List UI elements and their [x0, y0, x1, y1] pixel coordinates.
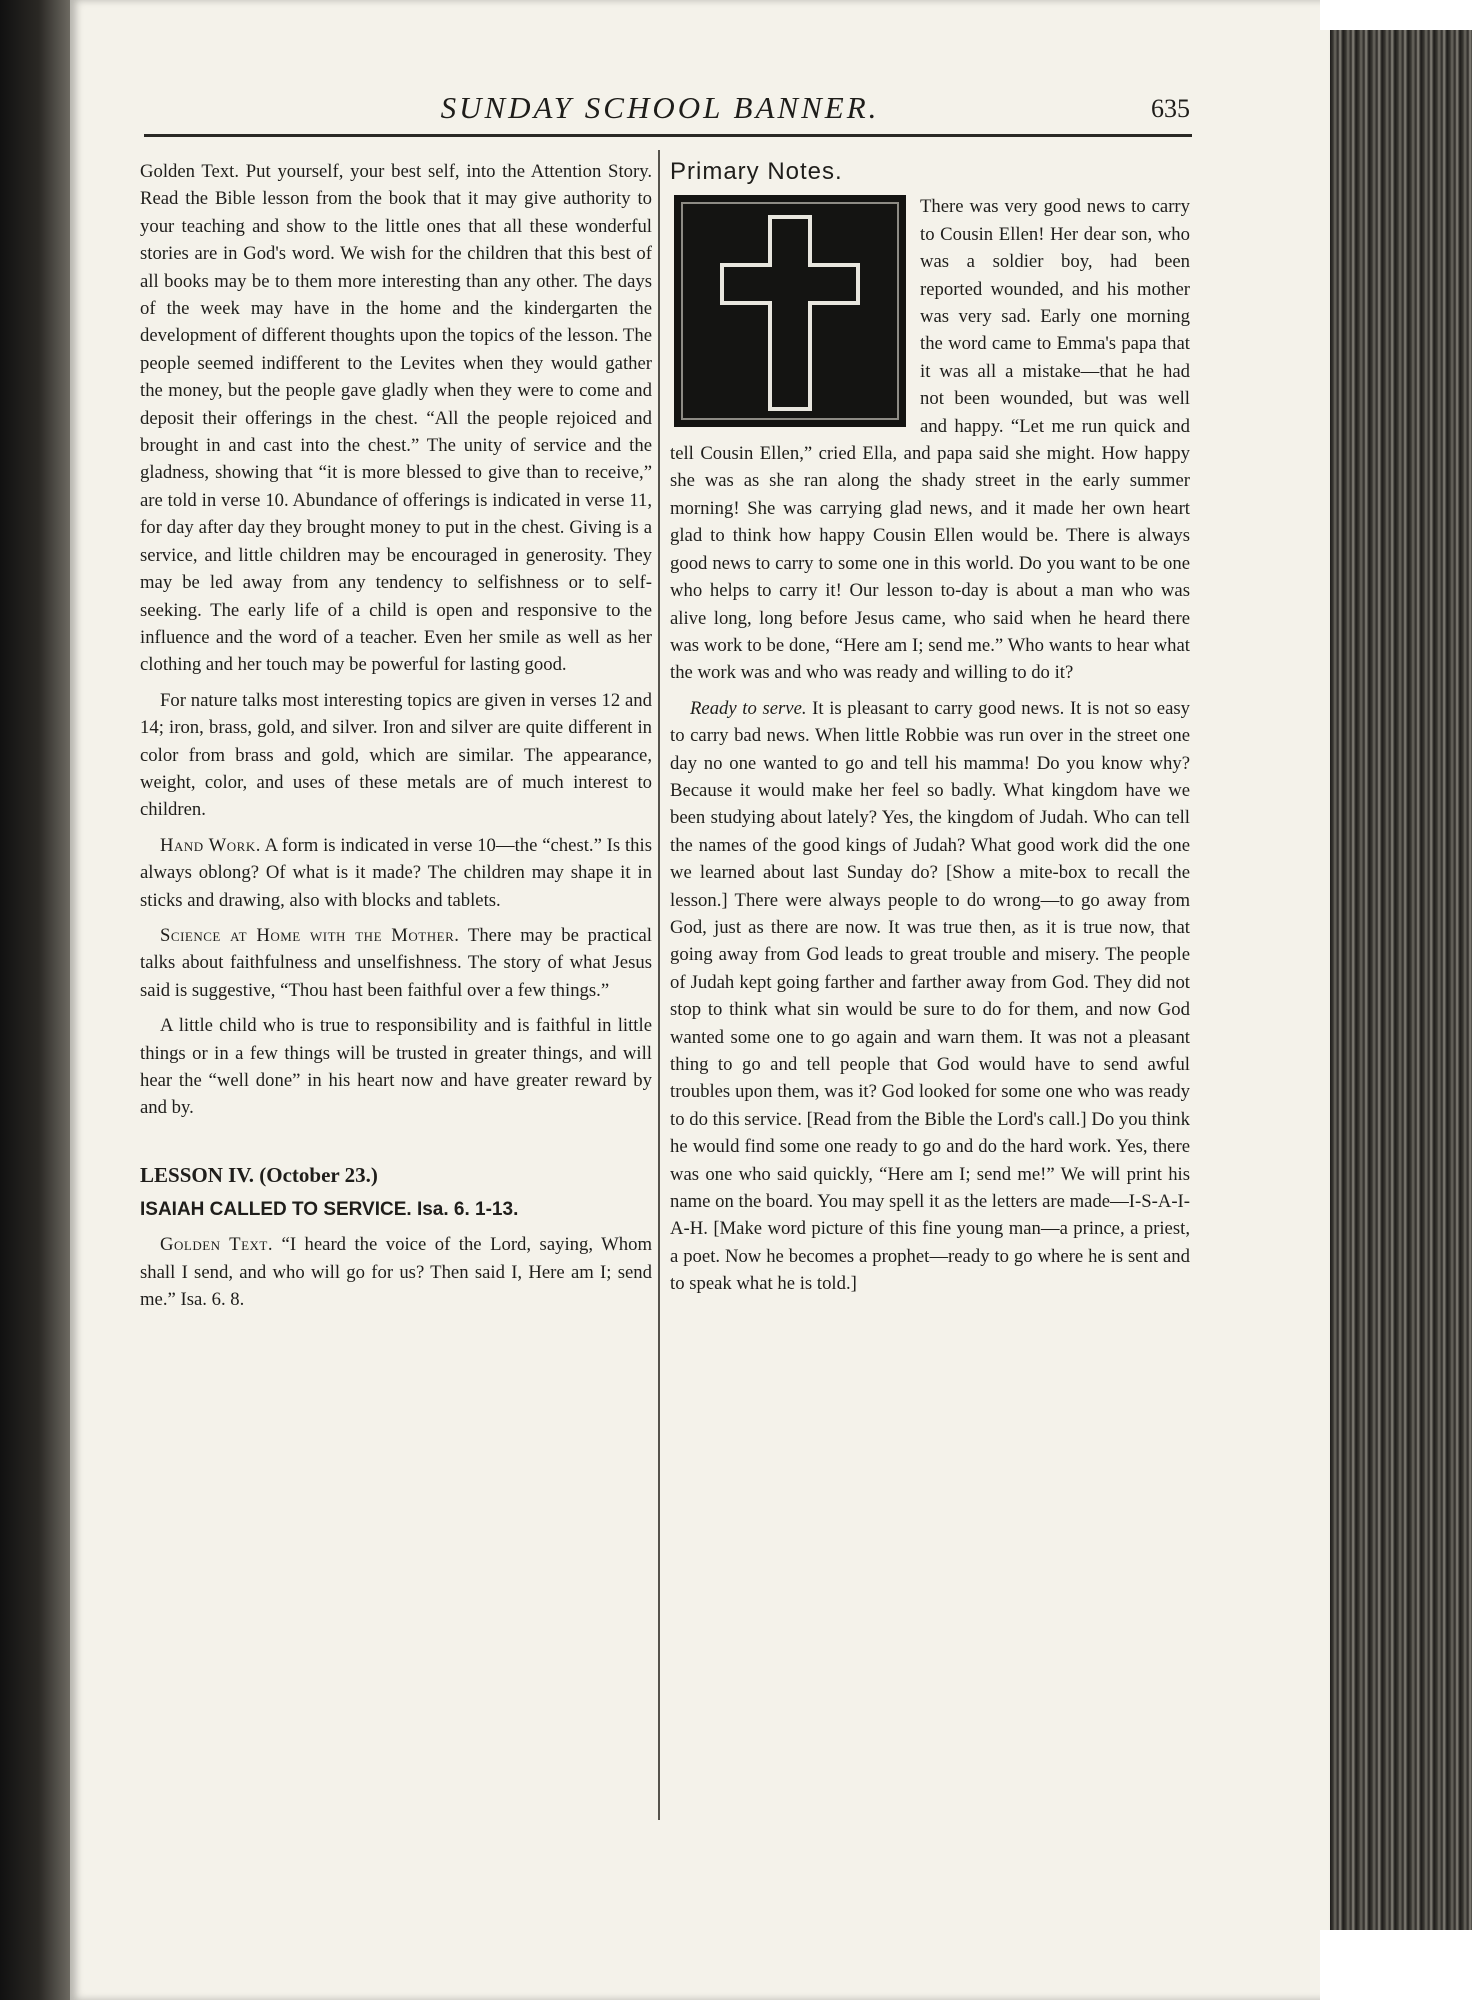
hand-work-text: A form is indicated in verse 10—the “chest.” Is this always oblong? Of what is it made? The children may shape it in sticks and drawing, also with blocks and tablets.	[140, 834, 652, 911]
cross-icon	[674, 195, 906, 427]
golden-text-paragraph	[140, 1231, 652, 1313]
right-column	[670, 158, 1190, 1306]
ready-to-serve-label: Ready to serve.	[690, 697, 807, 719]
left-binding-shadow	[0, 0, 70, 2000]
page-header	[140, 90, 1190, 140]
background-margin	[1320, 0, 1472, 30]
header-rule	[144, 134, 1192, 137]
paragraph: Golden Text. Put yourself, your best self, into the Attention Story. Read the Bible lesson from the book that it may give authority to your teaching and show to the little ones that all these wonderful stories are in God's word. We wish for the children that this best of all books may be to them more interesting than any other. The days of the week may have in the home and the kindergarten the development of different thoughts upon the topics of the lesson. The people seemed indifferent to the Levites when they would gather the money, but the people gave gladly when they were to come and deposit their offerings in the chest. “All the people rejoiced and brought in and cast into the chest.” The unity of service and the gladness, showing that “it is more blessed to give than to receive,” are told in verse 10. Abundance of offerings is indicated in verse 11, for day after day they brought money to put in the chest. Giving is a service, and little children may be encouraged in generosity. They may be led away from any tendency to selfishness or to self-seeking. The early life of a child is open and responsive to the influence and the word of a teacher. Even her smile as well as her clothing and her touch may be powerful for lasting good.	[140, 161, 652, 676]
left-column	[140, 158, 652, 1321]
cross-icon-svg	[674, 195, 906, 427]
page-edges	[1330, 30, 1472, 1930]
page-number: 635	[1151, 94, 1190, 123]
golden-text-label: Golden Text.	[160, 1234, 274, 1256]
ready-to-serve-text: It is pleasant to carry good news. It is not so easy to carry bad news. When little Robbie was run over in the street one day no one wanted to go and tell his mamma! Do you know why? Because it would make her feel so badly. What kingdom have we been studying about lately? Yes, the kingdom of Judah. Who can tell the names of the good kings of Judah? What good work did the one we learned about last Sunday do? [Show a mite-box to recall the lesson.] There were always people to do wrong—to go away from God, just as there are now. It was true then, as it is true now, that going away from God leads to great trouble and misery. The people of Judah kept going farther and farther away from God. They did not stop to think what sin would be sure to do for them, and now God wanted some one to go again and warn them. It was not a pleasant thing to go and tell people that God would have to send awful troubles upon them, was it? God looked for some one who was ready to do this service. [Read from the Bible the Lord's call.] Do you think he would find some one ready to go and do the hard work. Yes, there was one who said quickly, “Here am I; send me!” We will print his name on the board. You may spell it as the letters are made—I-S-A-I-A-H. [Make word picture of this fine young man—a prince, a priest, a poet. Now he becomes a prophet—ready to go where he is sent and to speak what he is told.]	[670, 697, 1190, 1295]
paragraph: For nature talks most interesting topics are given in verses 12 and 14; iron, brass, gold, and silver. Iron and silver are quite different in color from brass and gold, which are similar. The appearance, weight, color, and uses of these metals are of much interest to children.	[140, 689, 652, 821]
lesson-subheading: ISAIAH CALLED TO SERVICE. Isa. 6. 1-13.	[140, 1199, 519, 1221]
hand-work-paragraph	[140, 832, 652, 914]
ready-to-serve-paragraph	[670, 695, 1190, 1298]
primary-notes-paragraph: There was very good news to carry to Cousin Ellen! Her dear son, who was a soldier boy, had been reported wounded, and his mother was very sad. Early one morning the word came to Emma's papa that it was all a mistake—that he had not been wounded, but was well and happy. “Let me run quick and tell Cousin Ellen,” cried Ella, and papa said she might. How happy she was as she ran along the shady street in the early summer morning! She was carrying glad news, and it made her own heart glad to think how happy Cousin Ellen would be. There is always good news to carry to some one in this world. Do you want to be one who helps to carry it! Our lesson to-day is about a man who was alive long, long before Jesus came, who said when he heard there was work to be done, “Here am I; send me.” Who wants to hear what the work was and who was ready and willing to do it?	[670, 196, 1190, 684]
science-label: Science at Home with the Mother.	[160, 924, 460, 946]
golden-text: “I heard the voice of the Lord, saying, Whom shall I send, and who will go for us? Then said I, Here am I; send me.” Isa. 6. 8.	[140, 1234, 653, 1311]
closing-paragraph: A little child who is true to responsibility and is faithful in little things or in a few things will be trusted in greater things, and will hear the “well done” in his heart now and have greater reward by and by.	[140, 1015, 652, 1119]
running-title: SUNDAY SCHOOL BANNER.	[440, 90, 880, 125]
hand-work-label: Hand Work.	[160, 834, 261, 856]
section-title: Primary Notes.	[670, 158, 843, 185]
lesson-heading: LESSON IV. (October 23.)	[140, 1162, 378, 1187]
background-margin-bottom	[1320, 1930, 1472, 2000]
science-paragraph	[140, 922, 652, 1004]
column-divider	[658, 150, 660, 1820]
lesson-block	[140, 1162, 652, 1314]
science-text: There may be practical talks about faithfulness and unselfishness. The story of what Jesus said is suggestive, “Thou hast been faithful over a few things.”	[140, 924, 653, 1001]
